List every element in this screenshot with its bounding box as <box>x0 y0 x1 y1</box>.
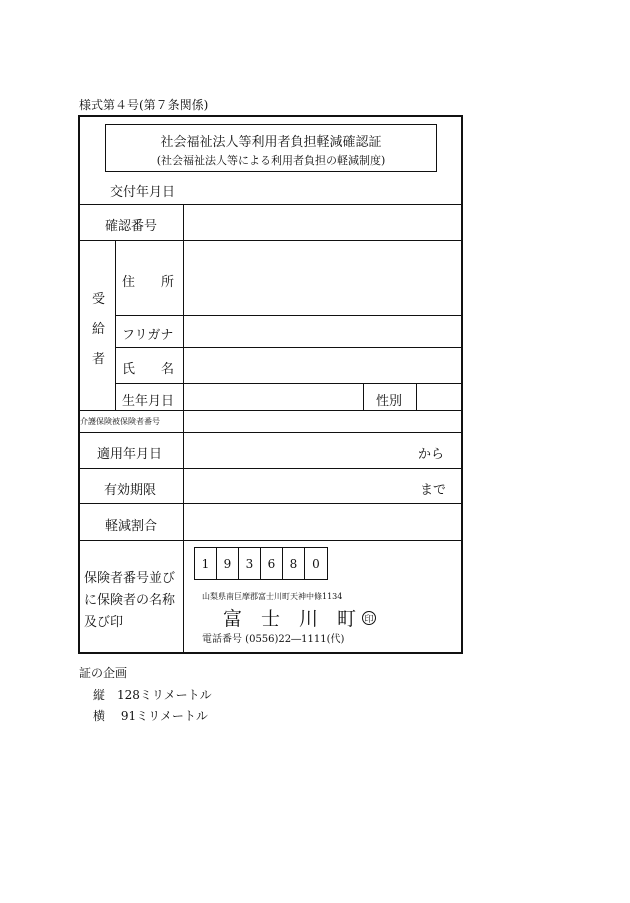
expiry-until-suffix: まで <box>420 483 447 498</box>
insurer-number-digit: 3 <box>239 548 261 579</box>
insurer-number-digit: 0 <box>312 556 320 571</box>
insurer-number-digit: 1 <box>195 548 217 579</box>
insurer-number-digit: 9 <box>217 548 239 579</box>
insurer-label-line: に保険者の名称 <box>84 593 176 608</box>
name-label: 氏 名 <box>122 362 175 377</box>
insurer-label-line: 保険者番号並び <box>84 571 176 586</box>
gender-label: 性別 <box>376 394 403 409</box>
certificate-title-box <box>105 124 437 172</box>
recipient-label-char: 者 <box>92 352 106 367</box>
row-divider <box>79 204 463 205</box>
certificate-subtitle: (社会福祉法人等による利用者負担の軽減制度) <box>156 154 386 167</box>
expiry-label: 有効期限 <box>104 483 157 498</box>
issue-date-label: 交付年月日 <box>110 185 176 200</box>
recipient-label-char: 受 <box>92 292 106 307</box>
dimensions-horizontal: 横 91ミリメートル <box>93 709 208 723</box>
insurer-name: 富 士 川 町 <box>223 608 357 630</box>
column-divider <box>416 383 417 410</box>
certificate-title: 社会福祉法人等利用者負担軽減確認証 <box>160 135 382 150</box>
row-divider <box>115 347 463 348</box>
dimensions-heading: 証の企画 <box>79 666 128 680</box>
column-divider <box>183 204 184 654</box>
insurer-label-line: 及び印 <box>84 615 124 630</box>
dimensions-vertical: 縦 128ミリメートル <box>93 688 212 702</box>
birthdate-label: 生年月日 <box>122 394 175 409</box>
effective-date-label: 適用年月日 <box>97 447 163 462</box>
row-divider <box>79 240 463 241</box>
effective-from-suffix: から <box>418 447 445 462</box>
insurer-number-boxes <box>194 547 328 580</box>
reduction-rate-label: 軽減割合 <box>105 519 158 534</box>
row-divider <box>115 383 463 384</box>
form-number: 様式第４号(第７条関係) <box>79 98 209 112</box>
confirmation-number-label: 確認番号 <box>105 219 158 234</box>
furigana-label: フリガナ <box>122 328 174 343</box>
insurer-number-digit: 8 <box>283 548 305 579</box>
row-divider <box>115 315 463 316</box>
column-divider <box>115 240 116 410</box>
insurer-number-digit: 6 <box>261 548 283 579</box>
insured-number-label: 介護保険被保険者番号 <box>80 417 160 426</box>
row-divider <box>79 503 463 504</box>
row-divider <box>79 468 463 469</box>
row-divider <box>79 410 463 411</box>
seal-icon: 印 <box>362 611 376 625</box>
row-divider <box>79 540 463 541</box>
recipient-label-char: 給 <box>92 322 106 337</box>
insurer-address: 山梨県南巨摩郡富士川町天神中條1134 <box>202 592 343 601</box>
address-label: 住 所 <box>122 275 175 290</box>
column-divider <box>363 383 364 410</box>
insurer-phone: 電話番号 (0556)22―1111(代) <box>202 634 345 645</box>
row-divider <box>79 432 463 433</box>
